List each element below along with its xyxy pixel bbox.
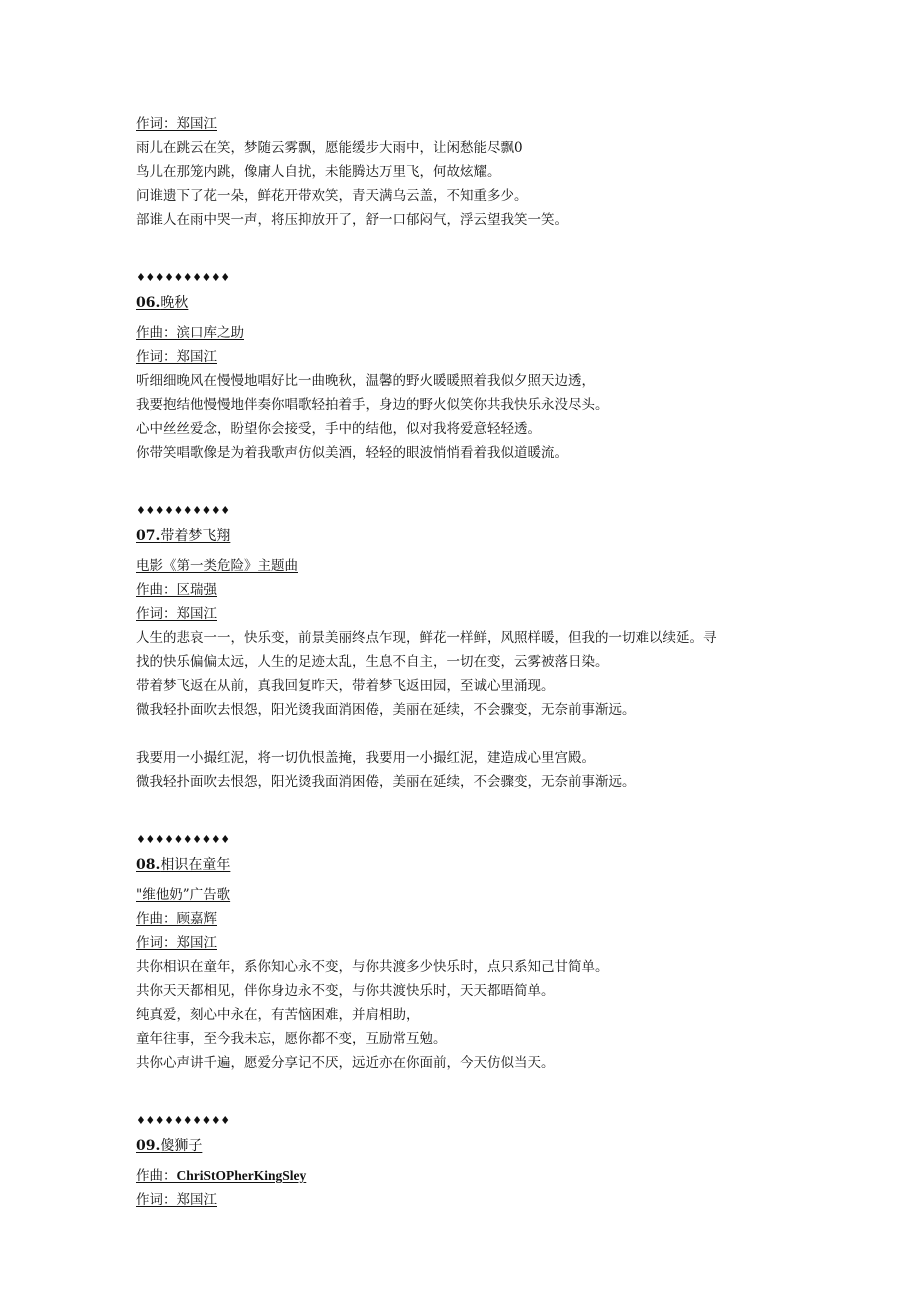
section-separator: ♦♦♦♦♦♦♦♦♦♦ (136, 271, 230, 284)
song-title-text: 带着梦飞翔 (160, 528, 231, 544)
lyric-line: 纯真爱，刻心中永在，有苦恼困难，并肩相助， (136, 1007, 420, 1023)
lyric-line: 部谁人在雨中哭一声，将压抑放开了，舒一口郁闷气，浮云望我笑一笑。 (136, 212, 568, 228)
lyric-line: 听细细晚风在慢慢地唱好比一曲晚秋，温馨的野火暖暖照着我似夕照天边透， (136, 373, 595, 389)
song-subtitle: 电影《第一类危险》主题曲 (136, 558, 298, 574)
composer-label: 作曲： (136, 1168, 177, 1184)
song-number: 06. (136, 295, 161, 311)
lyric-line: 带着梦飞返在从前，真我回复昨天，带着梦飞返田园，至诚心里涌现。 (136, 678, 555, 694)
song-09 (136, 1109, 796, 1212)
composer-credit: 作曲：区瑞强 (136, 582, 217, 598)
lyric-line: 共你天天都相见，伴你身边永不变，与你共渡快乐时，天天都晤简单。 (136, 983, 555, 999)
song-number: 09. (136, 1138, 161, 1154)
lyricist-credit: 作词：郑国江 (136, 606, 217, 622)
lyricist-credit: 作词：郑国江 (136, 116, 217, 132)
song-title (136, 1133, 796, 1160)
section-separator: ♦♦♦♦♦♦♦♦♦♦ (136, 833, 230, 846)
section-separator: ♦♦♦♦♦♦♦♦♦♦ (136, 1114, 230, 1127)
lyric-line: 雨儿在跳云在笑，梦随云雾飘，愿能缓步大雨中，让闲愁能尽飘0 (136, 140, 523, 156)
top-section (136, 112, 796, 232)
lyricist-credit: 作词：郑国江 (136, 935, 217, 951)
song-title (136, 290, 796, 317)
lyric-line: 心中丝丝爱念，盼望你会接受，手中的结他，似对我将爱意轻轻透。 (136, 421, 541, 437)
lyric-line: 微我轻扑面吹去恨怨，阳光烫我面消困倦，美丽在延续，不会骤变，无奈前事渐远。 (136, 774, 636, 790)
composer-credit: 作曲：滨口库之助 (136, 325, 244, 341)
lyric-line: 共你相识在童年，系你知心永不变，与你共渡多少快乐时，点只系知己甘简单。 (136, 959, 609, 975)
lyric-line: 问谁遗下了花一朵，鲜花开带欢笑，青天满乌云盖，不知重多少。 (136, 188, 528, 204)
lyric-line: 童年往事，至今我未忘，愿你都不变，互励常互勉。 (136, 1031, 447, 1047)
song-07 (136, 499, 796, 794)
lyric-line: 找的快乐偏偏太远，人生的足迹太乱，生息不自主，一切在变，云雾被落日染。 (136, 654, 609, 670)
song-subtitle: "维他奶”广告歌 (136, 887, 231, 903)
song-title-text: 傻狮子 (160, 1138, 203, 1154)
lyric-line: 微我轻扑面吹去恨怨，阳光烫我面消困倦，美丽在延续，不会骤变，无奈前事渐远。 (136, 702, 636, 718)
song-number: 07. (136, 528, 161, 544)
composer-credit: 作曲：顾嘉辉 (136, 911, 217, 927)
composer-credit (136, 1164, 796, 1188)
section-separator: ♦♦♦♦♦♦♦♦♦♦ (136, 504, 230, 517)
lyricist-credit: 作词：郑国江 (136, 349, 217, 365)
song-08 (136, 828, 796, 1075)
lyric-line: 鸟儿在那笼内跳，像庸人自扰，未能腾达万里飞，何故炫耀。 (136, 164, 501, 180)
lyric-line: 我要抱结他慢慢地伴奏你唱歌轻拍着手，身边的野火似笑你共我快乐永没尽头。 (136, 397, 609, 413)
song-title (136, 852, 796, 879)
composer-name: ChriStOPherKingSley (176, 1168, 307, 1183)
lyricist-credit: 作词：郑国江 (136, 1192, 217, 1208)
song-title-text: 晚秋 (160, 295, 189, 311)
lyric-line: 共你心声讲千遍，愿爱分享记不厌，远近亦在你面前，今天仿似当天。 (136, 1055, 555, 1071)
lyrics-document (136, 112, 796, 1216)
song-title-text: 相识在童年 (160, 857, 231, 873)
song-06 (136, 266, 796, 465)
song-number: 08. (136, 857, 161, 873)
song-title (136, 523, 796, 550)
lyric-line: 人生的悲哀一一，快乐变，前景美丽终点乍现，鲜花一样鲜，风照样暖，但我的一切难以续延。寻 (136, 630, 717, 646)
lyric-line: 你带笑唱歌像是为着我歌声仿似美酒，轻轻的眼波悄悄看着我似道暖流。 (136, 445, 568, 461)
lyric-line: 我要用一小撮红泥，将一切仇恨盖掩，我要用一小撮红泥，建造成心里宫殿。 (136, 750, 595, 766)
